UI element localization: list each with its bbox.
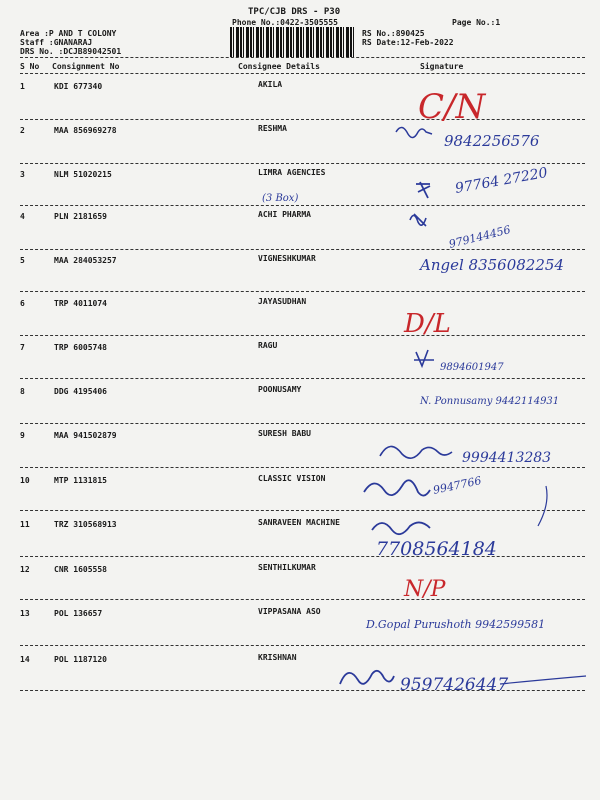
row-consignment: MAA 941502879 bbox=[54, 431, 117, 440]
signature-scribble-row-14 bbox=[340, 671, 394, 684]
row-sno: 1 bbox=[20, 82, 25, 91]
row-sno: 13 bbox=[20, 609, 30, 618]
row-consignment: KDI 677340 bbox=[54, 82, 103, 91]
staff-label: Staff :GNANARAJ bbox=[20, 38, 93, 47]
row-consignee: RESHMA bbox=[258, 124, 287, 133]
row-consignee: VIGNESHKUMAR bbox=[258, 254, 316, 263]
row-consignment: MAA 284053257 bbox=[54, 256, 117, 265]
signature-row-10: 9947766 bbox=[431, 474, 483, 497]
row-consignment: MAA 856969278 bbox=[54, 126, 117, 135]
col-signature: Signature bbox=[420, 62, 464, 71]
row-sno: 10 bbox=[20, 476, 30, 485]
signature-scribble-row-11 bbox=[372, 522, 430, 534]
row-consignment: CNR 1605558 bbox=[54, 565, 107, 574]
row-consignment: PLN 2181659 bbox=[54, 212, 107, 221]
signature-scribble-row-10 bbox=[364, 480, 430, 495]
sheet-title: TPC/CJB DRS - P30 bbox=[248, 7, 341, 17]
signature-row-14: 9597426447 bbox=[400, 675, 509, 695]
signature-row-8: N. Ponnusamy 9442114931 bbox=[420, 396, 560, 407]
row-consignment: NLM 51020215 bbox=[54, 170, 112, 179]
signature-scribble-row-7 bbox=[414, 350, 434, 366]
rs-date: RS Date:12-Feb-2022 bbox=[362, 38, 454, 47]
signature-row-12: N/P bbox=[404, 577, 446, 602]
drs-number: DRS No. :DCJB89042501 bbox=[20, 47, 122, 56]
row-consignee: POONUSAMY bbox=[258, 385, 302, 394]
row-consignment: TRZ 310568913 bbox=[54, 520, 117, 529]
col-consignment: Consignment No bbox=[52, 62, 120, 71]
row-consignee: JAYASUDHAN bbox=[258, 297, 307, 306]
row-sno: 5 bbox=[20, 256, 25, 265]
area-label: Area :P AND T COLONY bbox=[20, 29, 117, 38]
signature-row-11: 7708564184 bbox=[376, 538, 497, 560]
row-consignee: ACHI PHARMA bbox=[258, 210, 311, 219]
row-sno: 6 bbox=[20, 299, 25, 308]
signature-row-4: 979144456 bbox=[447, 223, 512, 251]
row-consignment: POL 136657 bbox=[54, 609, 103, 618]
signature-row-2: 9842256576 bbox=[444, 132, 540, 150]
rs-number: RS No.:890425 bbox=[362, 29, 425, 38]
signature-scribble-row-2 bbox=[396, 127, 432, 137]
row-consignment: MTP 1131815 bbox=[54, 476, 107, 485]
signature-scribble-row-4 bbox=[410, 214, 426, 226]
row-consignee: LIMRA AGENCIES bbox=[258, 168, 326, 177]
col-consignee: Consignee Details bbox=[238, 62, 320, 71]
row-sno: 7 bbox=[20, 343, 25, 352]
row-consignment: TRP 6005748 bbox=[54, 343, 107, 352]
page-number: Page No.:1 bbox=[452, 18, 501, 27]
signature-scribble-row-9 bbox=[380, 446, 452, 458]
row-sno: 8 bbox=[20, 387, 25, 396]
signature-row-5: Angel 8356082254 bbox=[420, 256, 564, 274]
row-sno: 9 bbox=[20, 431, 25, 440]
annotation-row-3: (3 Box) bbox=[262, 193, 299, 204]
row-consignee: AKILA bbox=[258, 80, 283, 89]
signature-row-13: D.Gopal Purushoth 9942599581 bbox=[366, 618, 546, 631]
pen-stroke-row-14 bbox=[500, 676, 586, 684]
pen-stroke-row-10 bbox=[538, 486, 547, 526]
row-consignee: SURESH BABU bbox=[258, 429, 311, 438]
col-sno: S No bbox=[20, 62, 40, 71]
row-consignee: RAGU bbox=[258, 341, 278, 350]
signature-row-9: 9994413283 bbox=[462, 450, 552, 466]
phone-number: Phone No.:0422-3505555 bbox=[232, 18, 338, 27]
signature-row-3: 97764 27220 bbox=[453, 164, 549, 197]
signature-row-6: D/L bbox=[404, 309, 451, 339]
signature-row-1: C/N bbox=[418, 87, 486, 127]
row-sno: 12 bbox=[20, 565, 30, 574]
row-consignment: POL 1187120 bbox=[54, 655, 107, 664]
row-consignee: SENTHILKUMAR bbox=[258, 563, 316, 572]
row-consignment: DDG 4195406 bbox=[54, 387, 107, 396]
row-consignee: SANRAVEEN MACHINE bbox=[258, 518, 340, 527]
signature-scribble-row-3 bbox=[416, 182, 430, 198]
row-consignee: VIPPASANA ASO bbox=[258, 607, 321, 616]
row-sno: 11 bbox=[20, 520, 30, 529]
row-consignee: KRISHNAN bbox=[258, 653, 297, 662]
row-sno: 14 bbox=[20, 655, 30, 664]
signature-row-7: 9894601947 bbox=[440, 362, 504, 373]
row-consignment: TRP 4011074 bbox=[54, 299, 107, 308]
row-sno: 3 bbox=[20, 170, 25, 179]
row-sno: 2 bbox=[20, 126, 25, 135]
row-consignee: CLASSIC VISION bbox=[258, 474, 326, 483]
row-sno: 4 bbox=[20, 212, 25, 221]
